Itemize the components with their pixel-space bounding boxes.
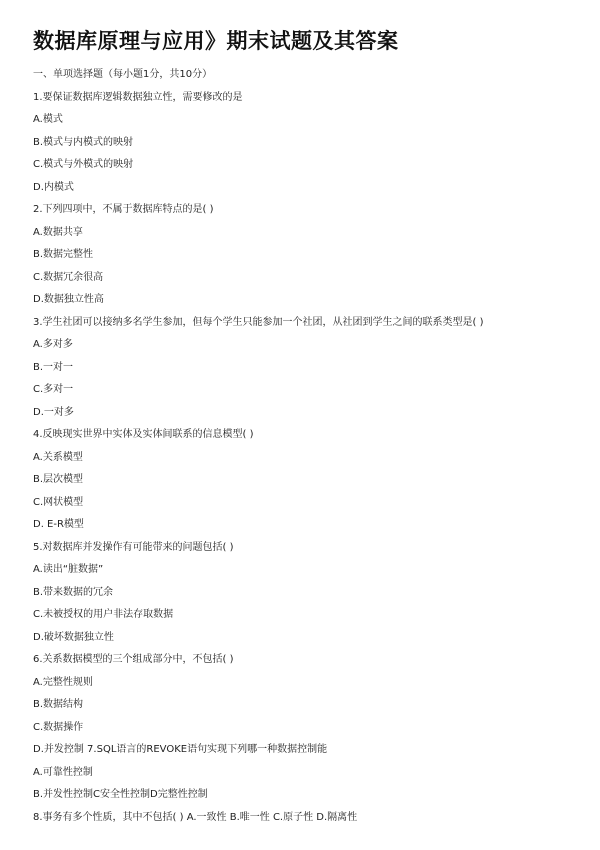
question-1-option-c: C.模式与外模式的映射 — [33, 159, 134, 170]
document-title: 数据库原理与应用》期末试题及其答案 — [33, 29, 399, 53]
question-1: 1.要保证数据库逻辑数据独立性，需要修改的是 — [33, 91, 243, 103]
question-3-option-d: D.一对多 — [33, 406, 74, 418]
question-5-option-b: B.带来数据的冗余 — [33, 586, 114, 598]
question-3-option-a: A.多对多 — [33, 339, 73, 350]
question-2-option-b: B.数据完整性 — [33, 249, 94, 260]
question-6-option-b: B.数据结构 — [33, 699, 84, 710]
question-8: 8.事务有多个性质，其中不包括( ) A.一致性 B.唯一性 C.原子性 D.隔离性 — [33, 811, 358, 823]
question-4-option-d: D. E-R模型 — [33, 519, 84, 530]
question-4-option-c: C.网状模型 — [33, 496, 84, 508]
question-5-option-a: A.读出“脏数据” — [33, 564, 104, 575]
question-5-option-d: D.破坏数据独立性 — [33, 631, 114, 643]
question-2: 2.下列四项中，不属于数据库特点的是( ) — [33, 204, 214, 215]
section-heading: 一、单项选择题（每小题1分，共10分） — [33, 69, 213, 80]
question-3-option-c: C.多对一 — [33, 384, 74, 395]
question-3-option-b: B.一对一 — [33, 361, 74, 373]
document-body — [33, 64, 593, 829]
question-6: 6.关系数据模型的三个组成部分中，不包括( ) — [33, 654, 234, 665]
question-4-option-a: A.关系模型 — [33, 451, 83, 463]
question-1-option-a: A.模式 — [33, 114, 63, 125]
question-5-option-c: C.未被授权的用户非法存取数据 — [33, 609, 174, 620]
question-2-option-c: C.数据冗余很高 — [33, 271, 104, 283]
question-6-option-d-and-question-7: D.并发控制 7.SQL语言的REVOKE语句实现下列哪一种数据控制能 — [33, 744, 328, 755]
question-1-option-b: B.模式与内模式的映射 — [33, 136, 134, 148]
question-5: 5.对数据库并发操作有可能带来的问题包括( ) — [33, 541, 234, 553]
question-6-option-c: C.数据操作 — [33, 721, 84, 733]
question-4: 4.反映现实世界中实体及实体间联系的信息模型( ) — [33, 429, 254, 440]
question-7-options-bcd: B.并发性控制C安全性控制D完整性控制 — [33, 789, 208, 800]
question-2-option-d: D.数据独立性高 — [33, 294, 104, 305]
question-4-option-b: B.层次模型 — [33, 474, 84, 485]
question-1-option-d: D.内模式 — [33, 181, 74, 193]
question-6-option-a: A.完整性规则 — [33, 676, 93, 688]
question-7-option-a: A.可靠性控制 — [33, 766, 93, 778]
question-3: 3.学生社团可以接纳多名学生参加，但每个学生只能参加一个社团，从社团到学生之间的联系类型是( ) — [33, 316, 484, 328]
question-2-option-a: A.数据共享 — [33, 226, 83, 238]
